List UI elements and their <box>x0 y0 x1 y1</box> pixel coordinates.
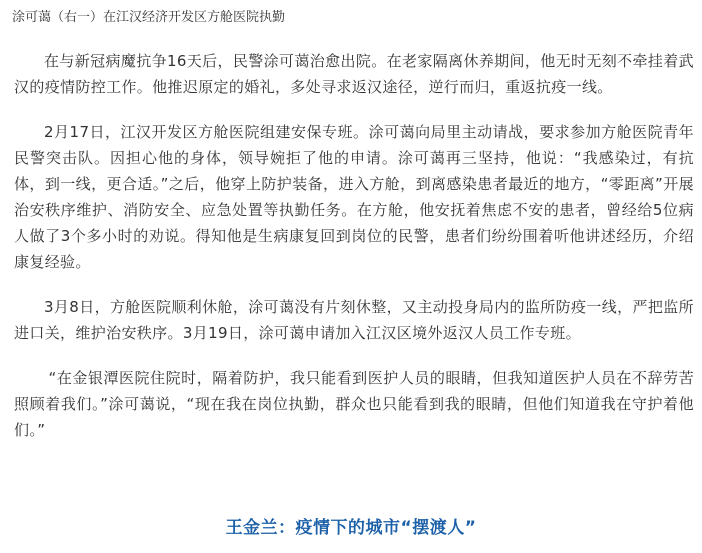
section-title: 王金兰：疫情下的城市“摆渡人” <box>225 518 477 538</box>
paragraph-fangcang-duty: 2月17日，江汉开发区方舱医院组建安保专班。涂可蔼向局里主动请战，要求参加方舱医院青年民警突击队。因担心他的身体，领导婉拒了他的申请。涂可蔼再三坚持，他说：“我感染过，有抗体，到一线，更合适。”之后，他穿上防护装备，进入方舱，到离感染患者最近的地方，“零距离”开展治安秩序维护、消防安全、应急处置等执勤任务。在方舱，他安抚着焦虑不安的患者，曾经给5位病人做了3个多小时的劝说。得知他是生病康复回到岗位的民警，患者们纷纷围着听他讲述经历，介绍康复经验。 <box>14 123 694 271</box>
paragraph-quote: “在金银潭医院住院时，隔着防护，我只能看到医护人员的眼睛，但我知道医护人员在不辞劳苦照顾着我们。”涂可蔼说，“现在我在岗位执勤，群众也只能看到我的眼睛，但他们知道我在守护着他们。” <box>14 369 694 439</box>
article-body <box>14 48 694 462</box>
photo-caption: 涂可蔼（右一）在江汉经济开发区方舱医院执勤 <box>12 10 286 25</box>
paragraph-prison-duty: 3月8日，方舱医院顺利休舱，涂可蔼没有片刻休整，又主动投身局内的监所防疫一线，严把监所进口关，维护治安秩序。3月19日，涂可蔼申请加入江汉区境外返汉人员工作专班。 <box>14 298 694 342</box>
paragraph-recovery: 在与新冠病魔抗争16天后，民警涂可蔼治愈出院。在老家隔离休养期间，他无时无刻不牵挂着武汉的疫情防控工作。他推迟原定的婚礼，多处寻求返汉途径，逆行而归，重返抗疫一线。 <box>14 52 694 96</box>
